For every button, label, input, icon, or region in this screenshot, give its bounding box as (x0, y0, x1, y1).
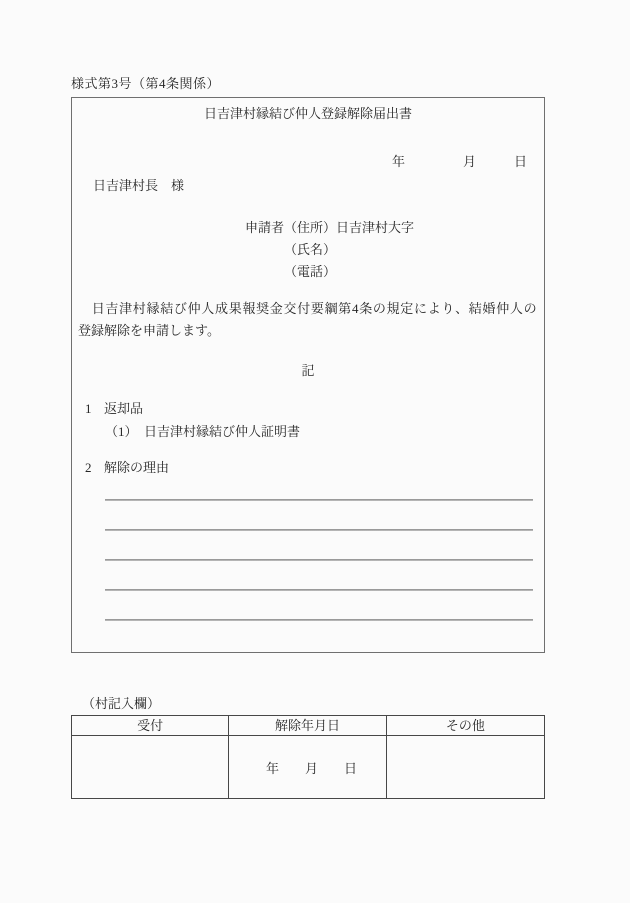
applicant-lines (284, 217, 414, 283)
applicant-label: 申請者 (245, 220, 285, 235)
office-section-label: （村記入欄） (82, 696, 161, 711)
date-line (372, 142, 527, 181)
table-year-label: 年 (265, 760, 279, 776)
office-table-header-row (72, 716, 544, 736)
item-1-sub-label: （1） 日吉津村縁結び仲人証明書 (105, 424, 301, 439)
record-marker: 記 (301, 363, 315, 378)
applicant-address-line: （住所）日吉津村大字 (284, 220, 415, 235)
table-month-label: 月 (304, 760, 318, 776)
reason-write-line (105, 499, 533, 501)
reason-write-line (105, 589, 533, 591)
item-2-number: 2 (85, 460, 92, 475)
form-title: 日吉津村縁結び仲人登録解除届出書 (203, 106, 412, 121)
body-paragraph-line-2: 登録解除を申請します。 (78, 323, 220, 338)
office-table-body-row (72, 736, 544, 798)
body-cell-reception (72, 736, 229, 798)
body-paragraph-line-1: 日吉津村縁結び仲人成果報奨金交付要綱第4条の規定により、結婚仲人の (78, 301, 538, 316)
reason-write-line (105, 619, 533, 621)
header-cell-other: その他 (445, 718, 485, 733)
day-label: 日 (513, 154, 527, 169)
header-cell-reception: 受付 (72, 716, 229, 735)
form-number-label: 様式第3号（第4条関係） (71, 76, 221, 91)
body-cell-cancellation-date (229, 736, 386, 798)
year-label: 年 (391, 154, 405, 169)
applicant-block (245, 217, 414, 283)
reason-write-line (105, 559, 533, 561)
item-1-number: 1 (85, 401, 92, 416)
table-day-label: 日 (344, 760, 358, 776)
addressee-label: 日吉津村長 様 (93, 178, 185, 193)
body-cell-other (387, 736, 544, 798)
applicant-phone-line: （電話） (284, 264, 337, 279)
office-table (71, 715, 545, 799)
reason-write-line (105, 529, 533, 531)
applicant-name-line: （氏名） (284, 242, 337, 257)
month-label: 月 (462, 154, 476, 169)
application-form-box (71, 97, 545, 653)
body-paragraph (78, 298, 540, 342)
header-cell-cancellation-date: 解除年月日 (229, 716, 386, 735)
item-1-label: 返却品 (104, 401, 144, 416)
item-2-label: 解除の理由 (104, 460, 170, 475)
